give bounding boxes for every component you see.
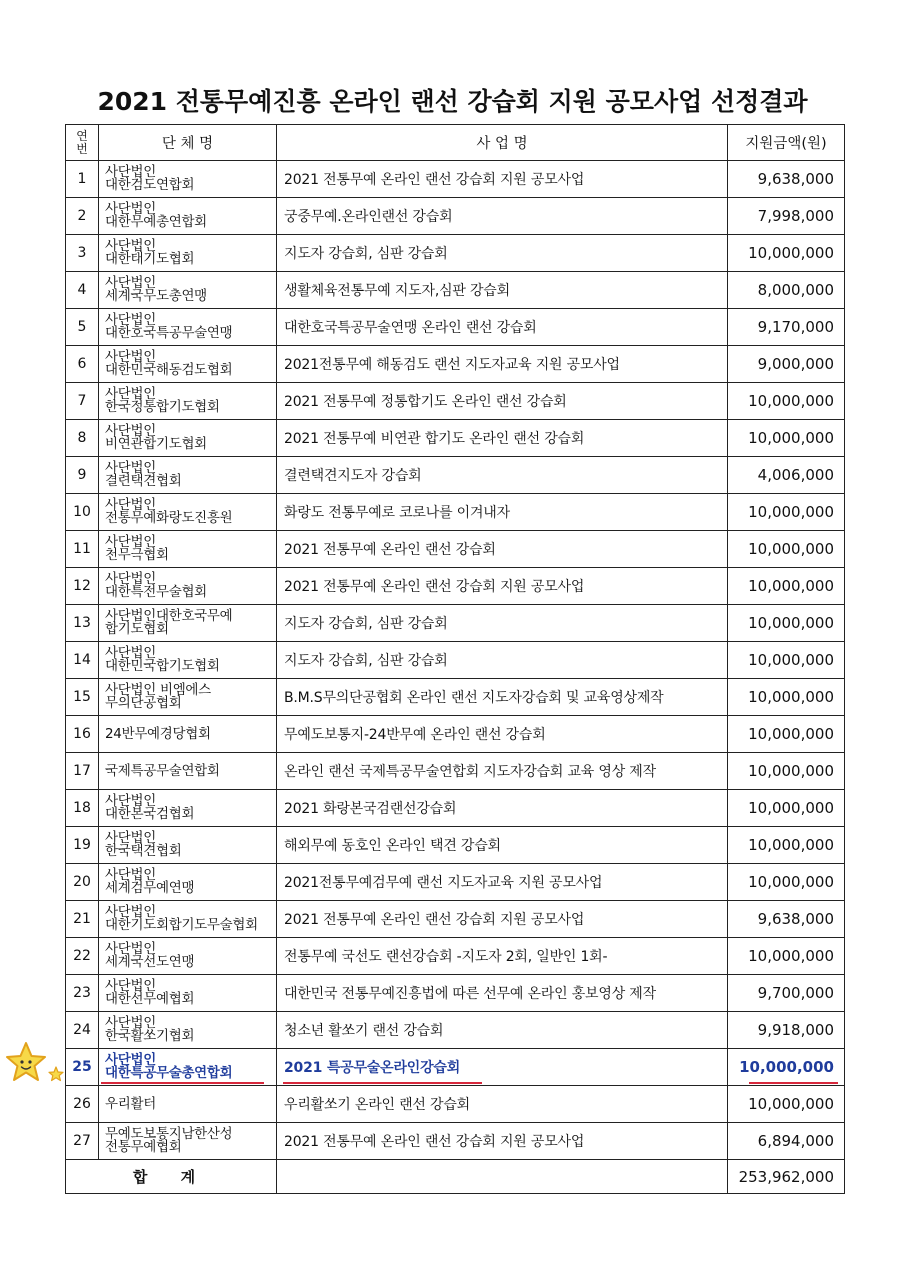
- small-star-icon: [48, 1066, 64, 1082]
- project-name: 생활체육전통무예 지도자,심판 강습회: [277, 272, 728, 309]
- org-name-line1: 무예도보통지남한산성: [105, 1126, 233, 1142]
- row-number: 16: [66, 716, 99, 753]
- table-row: [66, 679, 845, 716]
- project-name: 2021 전통무예 온라인 랜선 강습회 지원 공모사업: [277, 1123, 728, 1160]
- results-table: [65, 124, 845, 1194]
- org-name-line1: 사단법인: [105, 460, 156, 476]
- project-name: 2021전통무예 해동검도 랜선 지도자교육 지원 공모사업: [277, 346, 728, 383]
- org-name: [99, 753, 277, 790]
- amount: 10,000,000: [728, 716, 845, 753]
- table-row: [66, 383, 845, 420]
- amount: 9,638,000: [728, 161, 845, 198]
- project-name: 결련택견지도자 강습회: [277, 457, 728, 494]
- table-row: [66, 827, 845, 864]
- amount: 10,000,000: [728, 568, 845, 605]
- amount: 10,000,000: [728, 1049, 845, 1086]
- row-number: 14: [66, 642, 99, 679]
- project-name: 대한호국특공무술연맹 온라인 랜선 강습회: [277, 309, 728, 346]
- amount: 9,700,000: [728, 975, 845, 1012]
- org-name-line2: 세계검무예연맹: [105, 880, 195, 896]
- table-row: [66, 457, 845, 494]
- amount: 9,170,000: [728, 309, 845, 346]
- row-number: 1: [66, 161, 99, 198]
- table-row: [66, 1086, 845, 1123]
- row-number: 23: [66, 975, 99, 1012]
- org-name-line2: 한국택견협회: [105, 843, 182, 859]
- org-name: [99, 531, 277, 568]
- table-row: [66, 568, 845, 605]
- amount: 10,000,000: [728, 827, 845, 864]
- project-name: 2021 전통무예 온라인 랜선 강습회 지원 공모사업: [277, 161, 728, 198]
- org-name-line1: 사단법인: [105, 867, 156, 883]
- total-row: [66, 1160, 845, 1194]
- table-row: [66, 161, 845, 198]
- project-name: 2021전통무예검무예 랜선 지도자교육 지원 공모사업: [277, 864, 728, 901]
- org-name-line1: 사단법인: [105, 238, 156, 254]
- project-name: 화랑도 전통무예로 코로나를 이겨내자: [277, 494, 728, 531]
- org-name-line1: 사단법인: [105, 386, 156, 402]
- amount: 10,000,000: [728, 605, 845, 642]
- org-name-line2: 세계국무도총연맹: [105, 288, 207, 304]
- org-name-line1: 국제특공무술연합회: [105, 762, 220, 779]
- table-row: [66, 272, 845, 309]
- table-row: [66, 1049, 845, 1086]
- project-name: 해외무예 동호인 온라인 택견 강습회: [277, 827, 728, 864]
- header-row: [66, 125, 845, 161]
- table-row: [66, 346, 845, 383]
- row-number: 21: [66, 901, 99, 938]
- row-number: 20: [66, 864, 99, 901]
- header-no-line1: 연: [76, 128, 88, 143]
- amount: 9,638,000: [728, 901, 845, 938]
- table-row: [66, 1012, 845, 1049]
- table-row: [66, 235, 845, 272]
- row-number: 18: [66, 790, 99, 827]
- org-name-line1: 사단법인: [105, 534, 156, 550]
- org-name-line1: 사단법인: [105, 201, 156, 217]
- project-name: 대한민국 전통무예진흥법에 따른 선무예 온라인 홍보영상 제작: [277, 975, 728, 1012]
- table-row: [66, 975, 845, 1012]
- org-name: [99, 901, 277, 938]
- table-row: [66, 938, 845, 975]
- row-number: 9: [66, 457, 99, 494]
- org-name-line1: 사단법인: [105, 941, 156, 957]
- org-name-line2: 전통무예화랑도진흥원: [105, 510, 233, 526]
- org-name-line1: 사단법인: [105, 904, 156, 920]
- project-name: 2021 화랑본국검랜선강습회: [277, 790, 728, 827]
- row-number: 10: [66, 494, 99, 531]
- project-name: 우리활쏘기 온라인 랜선 강습회: [277, 1086, 728, 1123]
- org-name-line2: 대한호국특공무술연맹: [105, 325, 233, 341]
- amount: 10,000,000: [728, 235, 845, 272]
- amount: 4,006,000: [728, 457, 845, 494]
- project-name: 온라인 랜선 국제특공무술연합회 지도자강습회 교육 영상 제작: [277, 753, 728, 790]
- org-name: [99, 938, 277, 975]
- project-name: 2021 전통무예 온라인 랜선 강습회: [277, 531, 728, 568]
- table-row: [66, 753, 845, 790]
- org-name-line2: 대한특공무술총연합회: [105, 1065, 233, 1081]
- header-no: [66, 125, 99, 161]
- table-row: [66, 198, 845, 235]
- org-name-line2: 천무극협회: [105, 547, 169, 563]
- org-name-line1: 사단법인대한호국무예: [105, 608, 233, 624]
- org-name: [99, 235, 277, 272]
- org-name: [99, 309, 277, 346]
- table-row: [66, 420, 845, 457]
- org-name-line1: 사단법인: [105, 1052, 156, 1068]
- row-number: 5: [66, 309, 99, 346]
- table-row: [66, 864, 845, 901]
- org-name: [99, 1086, 277, 1123]
- header-org: 단 체 명: [99, 125, 277, 161]
- amount: 10,000,000: [728, 531, 845, 568]
- table-row: [66, 790, 845, 827]
- org-name-line1: 사단법인: [105, 645, 156, 661]
- table-row: [66, 309, 845, 346]
- org-name-line2: 무의단공협회: [105, 695, 182, 711]
- row-number: 25: [66, 1049, 99, 1086]
- row-number: 13: [66, 605, 99, 642]
- org-name-line1: 사단법인: [105, 349, 156, 365]
- project-name: 지도자 강습회, 심판 강습회: [277, 235, 728, 272]
- row-number: 22: [66, 938, 99, 975]
- row-number: 17: [66, 753, 99, 790]
- org-name: [99, 864, 277, 901]
- row-number: 27: [66, 1123, 99, 1160]
- table-row: [66, 531, 845, 568]
- amount: 9,918,000: [728, 1012, 845, 1049]
- amount: 10,000,000: [728, 1086, 845, 1123]
- star-icon: [4, 1040, 48, 1084]
- amount: 10,000,000: [728, 383, 845, 420]
- org-name: [99, 642, 277, 679]
- amount: 10,000,000: [728, 753, 845, 790]
- org-name-line2: 한국활쏘기협회: [105, 1028, 195, 1044]
- row-number: 7: [66, 383, 99, 420]
- project-name: 무예도보통지-24반무예 온라인 랜선 강습회: [277, 716, 728, 753]
- org-name-line1: 사단법인: [105, 164, 156, 180]
- org-name: [99, 494, 277, 531]
- highlight-underline-amount: [749, 1082, 838, 1084]
- org-name-line2: 대한검도연합회: [105, 177, 195, 193]
- org-name-line1: 사단법인 비엠에스: [105, 682, 211, 698]
- org-name: [99, 346, 277, 383]
- amount: 10,000,000: [728, 790, 845, 827]
- project-name: 지도자 강습회, 심판 강습회: [277, 605, 728, 642]
- org-name-line2: 전통무예협회: [105, 1139, 182, 1155]
- amount: 10,000,000: [728, 679, 845, 716]
- project-name: 2021 전통무예 온라인 랜선 강습회 지원 공모사업: [277, 568, 728, 605]
- project-name: 전통무예 국선도 랜선강습회 -지도자 2회, 일반인 1회-: [277, 938, 728, 975]
- org-name-line1: 사단법인: [105, 1015, 156, 1031]
- org-name-line1: 사단법인: [105, 275, 156, 291]
- row-number: 4: [66, 272, 99, 309]
- org-name-line1: 24반무예경당협회: [105, 725, 211, 742]
- org-name-line1: 사단법인: [105, 793, 156, 809]
- project-name: 궁중무예.온라인랜선 강습회: [277, 198, 728, 235]
- table-row: [66, 901, 845, 938]
- org-name-line1: 사단법인: [105, 423, 156, 439]
- amount: 10,000,000: [728, 494, 845, 531]
- total-project-cell: [277, 1160, 728, 1194]
- org-name: [99, 198, 277, 235]
- amount: 6,894,000: [728, 1123, 845, 1160]
- table-row: [66, 494, 845, 531]
- project-name: 지도자 강습회, 심판 강습회: [277, 642, 728, 679]
- org-name-line1: 사단법인: [105, 571, 156, 587]
- org-name: [99, 383, 277, 420]
- org-name-line1: 사단법인: [105, 978, 156, 994]
- highlight-underline-project: [283, 1082, 482, 1084]
- amount: 10,000,000: [728, 420, 845, 457]
- org-name-line1: 사단법인: [105, 830, 156, 846]
- org-name: [99, 1049, 277, 1086]
- org-name-line2: 합기도협회: [105, 621, 169, 637]
- project-name: 2021 전통무예 정통합기도 온라인 랜선 강습회: [277, 383, 728, 420]
- org-name-line2: 대한민국해동검도협회: [105, 362, 233, 378]
- org-name-line2: 대한특전무술협회: [105, 584, 207, 600]
- header-no-line2: 번: [76, 141, 88, 156]
- row-number: 19: [66, 827, 99, 864]
- org-name: [99, 790, 277, 827]
- org-name: [99, 975, 277, 1012]
- org-name-line2: 비연관합기도협회: [105, 436, 207, 452]
- org-name: [99, 1123, 277, 1160]
- row-number: 2: [66, 198, 99, 235]
- project-name: 2021 전통무예 비연관 합기도 온라인 랜선 강습회: [277, 420, 728, 457]
- org-name: [99, 272, 277, 309]
- org-name-line1: 사단법인: [105, 497, 156, 513]
- table-row: [66, 1123, 845, 1160]
- amount: 8,000,000: [728, 272, 845, 309]
- row-number: 15: [66, 679, 99, 716]
- org-name: [99, 605, 277, 642]
- org-name: [99, 679, 277, 716]
- org-name: [99, 457, 277, 494]
- org-name-line2: 대한기도회합기도무술협회: [105, 917, 258, 933]
- amount: 10,000,000: [728, 864, 845, 901]
- header-amount: 지원금액(원): [728, 125, 845, 161]
- org-name: [99, 161, 277, 198]
- row-number: 26: [66, 1086, 99, 1123]
- amount: 10,000,000: [728, 938, 845, 975]
- project-name: 청소년 활쏘기 랜선 강습회: [277, 1012, 728, 1049]
- total-label: 합 계: [66, 1160, 277, 1194]
- row-number: 6: [66, 346, 99, 383]
- page-title: 2021 전통무예진흥 온라인 랜선 강습회 지원 공모사업 선정결과: [97, 87, 808, 116]
- table-row: [66, 642, 845, 679]
- org-name: [99, 827, 277, 864]
- project-name: B.M.S무의단공협회 온라인 랜선 지도자강습회 및 교육영상제작: [277, 679, 728, 716]
- table-row: [66, 716, 845, 753]
- row-number: 8: [66, 420, 99, 457]
- org-name: [99, 568, 277, 605]
- project-name: 2021 전통무예 온라인 랜선 강습회 지원 공모사업: [277, 901, 728, 938]
- row-number: 3: [66, 235, 99, 272]
- org-name-line2: 대한본국검협회: [105, 806, 195, 822]
- org-name-line1: 우리활터: [105, 1095, 156, 1112]
- org-name: [99, 716, 277, 753]
- row-number: 11: [66, 531, 99, 568]
- header-project: 사 업 명: [277, 125, 728, 161]
- org-name-line2: 대한태기도협회: [105, 251, 195, 267]
- amount: 10,000,000: [728, 642, 845, 679]
- org-name-line2: 세계국선도연맹: [105, 954, 195, 970]
- highlight-underline-org: [101, 1082, 264, 1084]
- org-name-line2: 대한선무예협회: [105, 991, 195, 1007]
- org-name-line1: 사단법인: [105, 312, 156, 328]
- amount: 7,998,000: [728, 198, 845, 235]
- total-amount: 253,962,000: [728, 1160, 845, 1194]
- org-name-line2: 한국정통합기도협회: [105, 399, 220, 415]
- table-row: [66, 605, 845, 642]
- row-number: 24: [66, 1012, 99, 1049]
- org-name: [99, 420, 277, 457]
- org-name-line2: 대한민국합기도협회: [105, 658, 220, 674]
- org-name-line2: 대한무예총연합회: [105, 214, 207, 230]
- row-number: 12: [66, 568, 99, 605]
- org-name: [99, 1012, 277, 1049]
- project-name: 2021 특공무술온라인강습회: [277, 1049, 728, 1086]
- org-name-line2: 결련택견협회: [105, 473, 182, 489]
- amount: 9,000,000: [728, 346, 845, 383]
